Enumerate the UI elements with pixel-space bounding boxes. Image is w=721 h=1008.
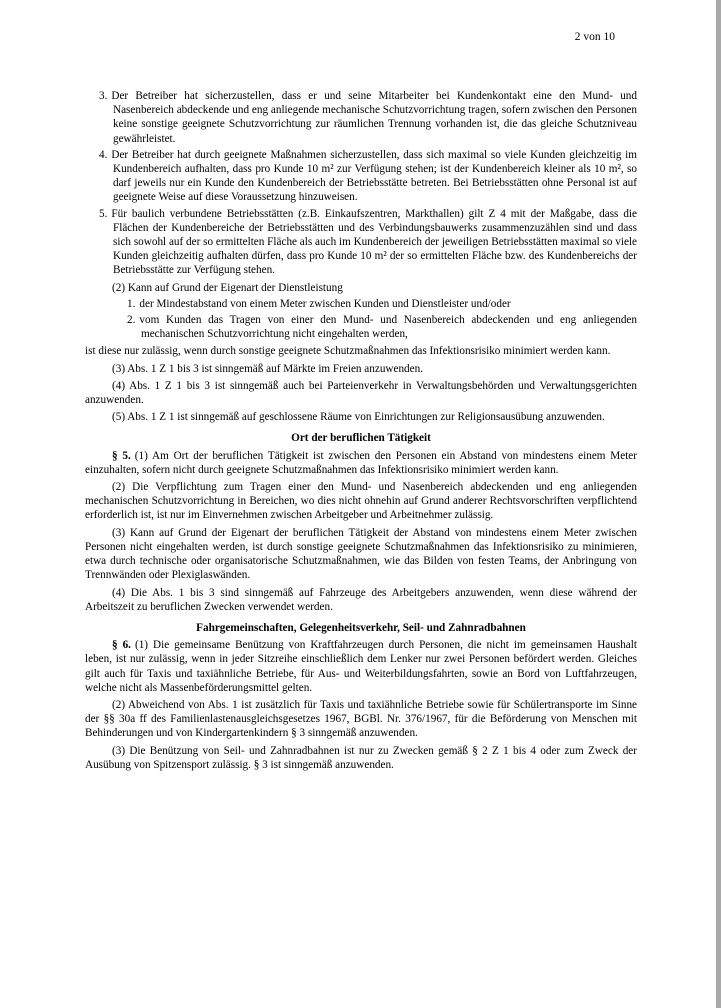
list-item-text: Für baulich verbundene Betriebsstätten (z.B. Einkaufszentren, Markthallen) gilt Z 4 mit der Maßgabe, dass die Flächen der Kundenbereiche der Betriebsstätten und des Verbindungsbauwerks zusammenzuzählen sind und dass sich sowohl auf der so ermittelten Fläche als auch im Kundenbereich der jeweiligen Betriebsstätten maximal so viele Kunden gleichzeitig aufhalten dürfen, dass pro Kunde 10 m² der so ermittelten Fläche bzw. des Kundenbereichs der Betriebsstätte zur Verfügung stehen.: [111, 207, 637, 277]
paragraph: ist diese nur zulässig, wenn durch sonstige geeignete Schutzmaßnahmen das Infektionsrisiko minimiert werden kann.: [85, 345, 611, 358]
section-number: § 5.: [112, 449, 131, 462]
list-item: [85, 148, 637, 205]
list-item-text: Der Betreiber hat durch geeignete Maßnahmen sicherzustellen, dass sich maximal so viele Kunden gleichzeitig im Kundenbereich aufhalten, dass pro Kunde 10 m² zur Verfügung stehen; ist der Kundenbereich kleiner als 10 m², so darf jeweils nur ein Kunde den Kundenbereich der Betriebsstätte betreten. Bei Betriebsstätten ohne Personal ist auf geeignete Weise auf diese Voraussetzung hinzuweisen.: [111, 148, 637, 204]
paragraph: (4) Abs. 1 Z 1 bis 3 ist sinngemäß auch bei Parteienverkehr in Verwaltungsbehörden und Verwaltungsgerichten anzuwenden.: [85, 379, 637, 407]
sub-list-item: [85, 297, 637, 311]
section-heading: Fahrgemeinschaften, Gelegenheitsverkehr, Seil- und Zahnradbahnen: [196, 621, 526, 634]
list-item: [85, 89, 637, 146]
list-item-text: Der Betreiber hat sicherzustellen, dass er und seine Mitarbeiter bei Kundenkontakt eine den Mund- und Nasenbereich abdeckende und eng anliegende mechanische Schutzvorrichtung tragen, sofern zwischen den Personen keine sonstige geeignete Schutzvorrichtung zur räumlichen Trennung vorhanden ist, die das gleiche Schutzniveau gewährleistet.: [111, 90, 637, 145]
page-number: 2 von 10: [574, 31, 615, 43]
paragraph-text: (1) Die gemeinsame Benützung von Kraftfahrzeugen durch Personen, die nicht im gemeinsamen Haushalt leben, ist nur zulässig, wenn in jeder Sitzreihe einschließlich dem Lenker nur zwei Personen befördert werden. Gleiches gilt auch für Taxis und taxiähnliche Betriebe, für Aus- und Weiterbildungsfahrten, sowie an Bord von Luftfahrzeugen, welche nicht als Massenbeförderungsmittel gelten.: [85, 639, 637, 694]
sub-list-item-text: vom Kunden das Tragen von einer den Mund- und Nasenbereich abdeckenden und eng anliegenden mechanischen Schutzvorrichtung nicht eingehalten werden,: [139, 314, 637, 341]
list-item-marker: 4.: [99, 148, 108, 161]
paragraph: (5) Abs. 1 Z 1 ist sinngemäß auf geschlossene Räume von Einrichtungen zur Religionsausübung anzuwenden.: [112, 411, 605, 424]
page-content: [85, 0, 637, 772]
sub-list-item-marker: 1.: [127, 297, 136, 310]
paragraph: (2) Kann auf Grund der Eigenart der Dienstleistung: [112, 281, 343, 294]
scrollbar[interactable]: [716, 0, 721, 1008]
paragraph: [85, 638, 637, 695]
paragraph: (2) Die Verpflichtung zum Tragen einer den Mund- und Nasenbereich abdeckenden und eng anliegenden mechanischen Schutzvorrichtung in Bereichen, wo dies nicht ohnehin auf Grund anderer Rechtsvorschriften verpflichtend erforderlich ist, ist nur im Einvernehmen zwischen Arbeitgeber und Arbeitnehmer zulässig.: [85, 481, 637, 522]
list-item: [85, 207, 637, 278]
paragraph: (3) Abs. 1 Z 1 bis 3 ist sinngemäß auf Märkte im Freien anzuwenden.: [112, 362, 424, 375]
paragraph: (2) Abweichend von Abs. 1 ist zusätzlich für Taxis und taxiähnliche Betriebe sowie für Schülertransporte im Sinne der §§ 30a ff des Familienlastenausgleichsgesetzes 1967, BGBl. Nr. 376/1967, für die Beförderung von Menschen mit Behinderungen und von Kindergartenkindern § 3 sinngemäß anzuwenden.: [85, 698, 637, 740]
sub-list-item-marker: 2.: [127, 314, 136, 327]
paragraph: (4) Die Abs. 1 bis 3 sind sinngemäß auf Fahrzeuge des Arbeitgebers anzuwenden, wenn diese während der Arbeitszeit zu beruflichen Zwecken verwendet werden.: [85, 586, 637, 613]
paragraph-text: (1) Am Ort der beruflichen Tätigkeit ist zwischen den Personen ein Abstand von mindestens einem Meter einzuhalten, sofern nicht durch geeignete Schutzmaßnahmen das Infektionsrisiko minimiert werden kann.: [85, 449, 637, 476]
paragraph: (3) Kann auf Grund der Eigenart der beruflichen Tätigkeit der Abstand von mindestens einem Meter zwischen Personen nicht eingehalten werden, ist durch sonstige geeignete Schutzmaßnahmen das Infektionsrisiko zu minimieren, etwa durch technische oder organisatorische Schutzmaßnahmen, wie das Bilden von festen Teams, der Anbringung von Trennwänden oder Plexiglaswänden.: [85, 526, 637, 582]
section-number: § 6.: [112, 639, 131, 652]
sub-list-item-text: der Mindestabstand von einem Meter zwischen Kunden und Dienstleister und/oder: [139, 297, 511, 310]
paragraph: (3) Die Benützung von Seil- und Zahnradbahnen ist nur zu Zwecken gemäß § 2 Z 1 bis 4 oder zum Zweck der Ausübung von Spitzensport zulässig. § 3 ist sinngemäß anzuwenden.: [85, 744, 637, 771]
list-item-marker: 3.: [99, 90, 108, 102]
sub-list-item: [85, 313, 637, 341]
section-heading: Ort der beruflichen Tätigkeit: [291, 432, 431, 445]
paragraph: [85, 449, 637, 477]
list-item-marker: 5.: [99, 207, 108, 220]
